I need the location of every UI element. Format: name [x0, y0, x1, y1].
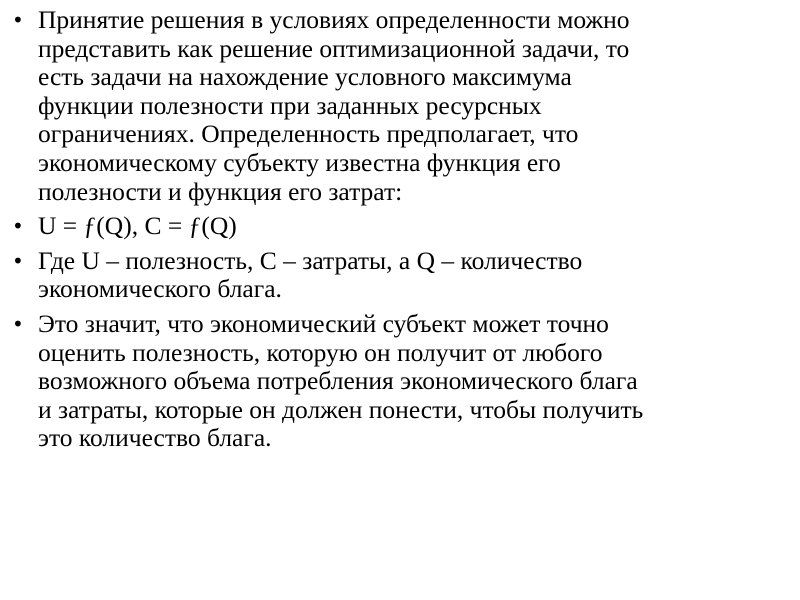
- text-line: возможного объема потребления экономического блага: [38, 366, 638, 396]
- bullet-dot-icon: •: [12, 248, 24, 273]
- text-line: и затраты, которые он должен понести, чтобы получить: [38, 394, 644, 424]
- text-line: есть задачи на нахождение условного максимума: [38, 62, 572, 92]
- text-line: это количество блага.: [38, 423, 272, 453]
- text-line: функции полезности при заданных ресурсных: [38, 90, 542, 120]
- bullet-dot-icon: •: [12, 8, 24, 32]
- bullet-text: [38, 310, 792, 453]
- bullet-text: [38, 6, 792, 206]
- text-line: оценить полезность, которую он получит от любого: [38, 337, 603, 367]
- bullet-dot-icon: •: [12, 311, 24, 336]
- text-line: Где U – полезность, C – затраты, а Q – количество: [38, 245, 583, 275]
- text-line: полезности и функция его затрат:: [38, 176, 403, 206]
- bullet-text: [38, 247, 792, 304]
- formula-line: U = ƒ(Q), C = ƒ(Q): [38, 211, 237, 241]
- bullet-item-meaning: [12, 310, 792, 453]
- text-line: экономического блага.: [38, 274, 282, 304]
- bullet-item-variables: [12, 247, 792, 304]
- bullet-text: [38, 212, 792, 241]
- bullet-list: [12, 6, 792, 459]
- text-line: Принятие решения в условиях определенности можно: [38, 5, 630, 34]
- text-line: представить как решение оптимизационной задачи, то: [38, 33, 630, 63]
- bullet-item-formula: [12, 212, 792, 241]
- bullet-dot-icon: •: [12, 214, 24, 239]
- bullet-item-definition: [12, 6, 792, 206]
- text-line: ограничениях. Определенность предполагает, что: [38, 119, 579, 149]
- text-line: экономическому субъекту известна функция его: [38, 147, 561, 177]
- text-line: Это значит, что экономический субъект может точно: [38, 308, 609, 338]
